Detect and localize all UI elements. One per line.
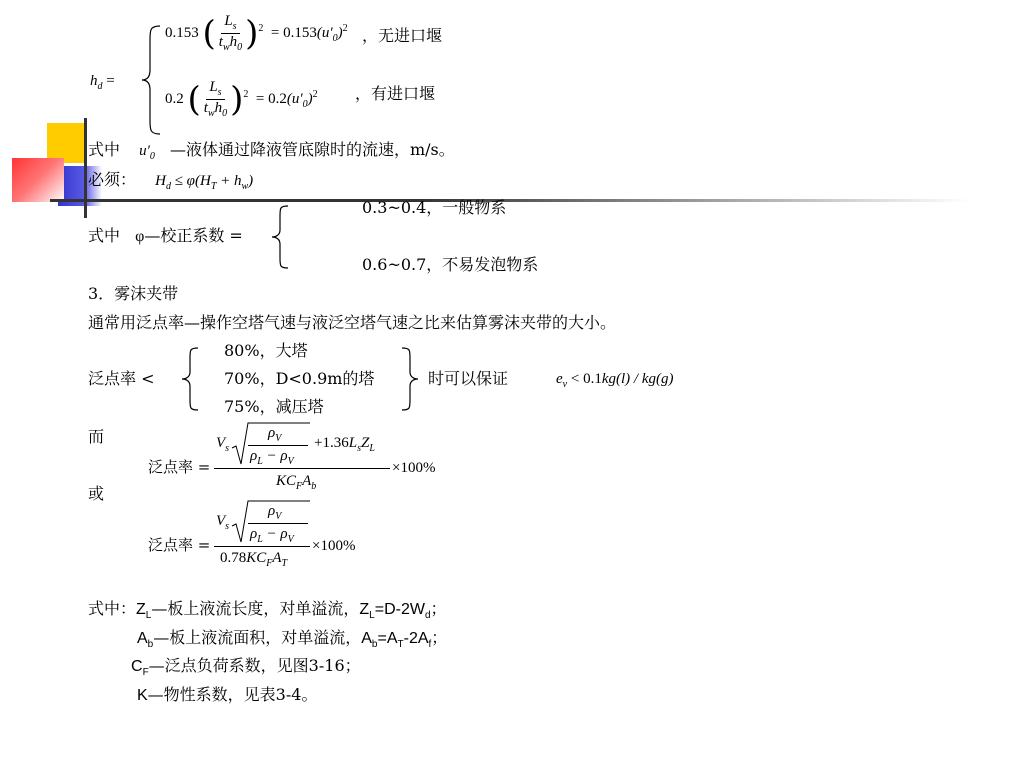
def-ab-eq: $A_b=A_T-2A_f$； bbox=[361, 630, 448, 651]
flood-option-1: 80%，大塔 bbox=[224, 341, 308, 360]
flood-left-brace bbox=[180, 346, 200, 412]
def-k bbox=[137, 687, 317, 704]
hd-case1-label: ，无进口堰 bbox=[362, 26, 443, 45]
hd-case1-formula: 0.153 ( $\frac{L_s}{t_wh_0}$ )$^2 = 0.153(u'_0)^2$ bbox=[165, 13, 348, 54]
def-k-desc: —物性系数，见表3-4。 bbox=[147, 685, 318, 704]
f1-lhs: 泛点率 = bbox=[148, 458, 211, 476]
where1-symbol: $u'_0$ bbox=[139, 143, 155, 162]
where1-line bbox=[88, 142, 455, 162]
def-cf: $C_F—$泛点负荷系数，见图3-16； bbox=[131, 656, 361, 679]
flood-guarantee: 时可以保证 bbox=[428, 369, 509, 388]
flood-formula-2 bbox=[148, 494, 388, 570]
f2-lhs: 泛点率 = bbox=[148, 536, 211, 554]
and-word: 而 bbox=[88, 427, 105, 446]
def-zl-eq: $Z_L=D-2W_d$； bbox=[359, 601, 447, 622]
flood-option-3: 75%，减压塔 bbox=[224, 397, 324, 416]
phi-option-2: 0.6~0.7，不易发泡物系 bbox=[362, 255, 539, 274]
flood-right-brace bbox=[400, 346, 420, 412]
f2-main-bar bbox=[214, 546, 310, 547]
def-ab: $A_b—$板上液流面积，对单溢流，$A_b=A_T-2A_f$； bbox=[137, 628, 448, 651]
def-k-symbol: K bbox=[137, 687, 148, 704]
phi-symbol: φ bbox=[135, 228, 145, 245]
hd-case2-label: ，有进口堰 bbox=[355, 84, 436, 103]
f2-times: ×100% bbox=[312, 538, 356, 554]
hd-brace bbox=[140, 24, 162, 136]
logo-yellow-square bbox=[47, 123, 87, 163]
must-line bbox=[88, 172, 253, 192]
def-cf-symbol: C bbox=[131, 658, 143, 675]
logo-red-square bbox=[12, 158, 64, 202]
f1-rho-den: $\rho_L - \rho_V$ bbox=[250, 448, 294, 467]
f1-denominator: $KC_FA_b$ bbox=[276, 473, 317, 492]
f1-vs: $V_s$ bbox=[216, 435, 230, 454]
phi-option-1: 0.3~0.4，一般物系 bbox=[362, 198, 507, 217]
f1-main-bar bbox=[214, 468, 390, 469]
f2-rho-num: $\rho_V$ bbox=[268, 503, 282, 522]
hd-lhs: $h_d$ = bbox=[90, 73, 115, 92]
hd-case2-coef: 0.2 bbox=[165, 90, 184, 107]
def-ab-symbol: A bbox=[137, 630, 148, 647]
or-word: 或 bbox=[88, 484, 105, 503]
f2-rho-den: $\rho_L - \rho_V$ bbox=[250, 526, 294, 545]
flood-option-2: 70%，D<0.9m的塔 bbox=[224, 369, 375, 388]
flood-label: 泛点率 < bbox=[88, 369, 155, 388]
f2-vs: $V_s$ bbox=[216, 513, 230, 532]
def-zl: 式中：$Z_L—$板上液流长度，对单溢流，$Z_L=D-2W_d$； bbox=[88, 599, 447, 622]
def-zl-prefix: 式中： bbox=[88, 599, 137, 618]
f2-rho-bar bbox=[248, 523, 308, 524]
flood-formula-1 bbox=[148, 418, 448, 494]
f1-rho-num: $\rho_V$ bbox=[268, 425, 282, 444]
phi-desc: —校正系数 = bbox=[144, 226, 243, 245]
hd-case1-coef: 0.153 bbox=[165, 24, 199, 41]
hd-case2-formula: 0.2 ( $\frac{L_s}{t_wh_0}$ )$^2 = 0.2(u'_0)^2$ bbox=[165, 79, 318, 120]
phi-line bbox=[88, 228, 243, 245]
f2-denominator: $0.78KC_FA_T$ bbox=[220, 550, 288, 569]
f1-times: ×100% bbox=[392, 460, 436, 476]
logo-vertical-line bbox=[84, 118, 87, 218]
where1-desc: —液体通过降液管底隙时的流速，m/s。 bbox=[169, 140, 455, 159]
must-prefix: 必须： bbox=[88, 170, 137, 189]
where1-prefix: 式中 bbox=[88, 140, 121, 159]
section3-intro: 通常用泛点率—操作空塔气速与液泛空塔气速之比来估算雾沫夹带的大小。 bbox=[88, 313, 617, 332]
def-zl-symbol: Z bbox=[136, 601, 146, 618]
def-cf-desc: —泛点负荷系数，见图3-16； bbox=[148, 656, 361, 675]
section3-title: 3．雾沫夹带 bbox=[88, 284, 179, 303]
phi-brace bbox=[270, 204, 290, 270]
f1-plus-term: $+1.36L_sZ_L$ bbox=[314, 435, 375, 454]
must-formula: $H_d \le \varphi(H_T + h_w)$ bbox=[155, 173, 254, 192]
logo-horizontal-line bbox=[50, 199, 970, 202]
f1-rho-bar bbox=[248, 445, 308, 446]
phi-prefix: 式中 bbox=[88, 226, 121, 245]
flood-condition: $e_v < 0.1kg(l) / kg(g)$ bbox=[556, 371, 674, 390]
def-zl-desc: —板上液流长度，对单溢流， bbox=[151, 599, 360, 618]
def-ab-desc: —板上液流面积，对单溢流， bbox=[153, 628, 362, 647]
